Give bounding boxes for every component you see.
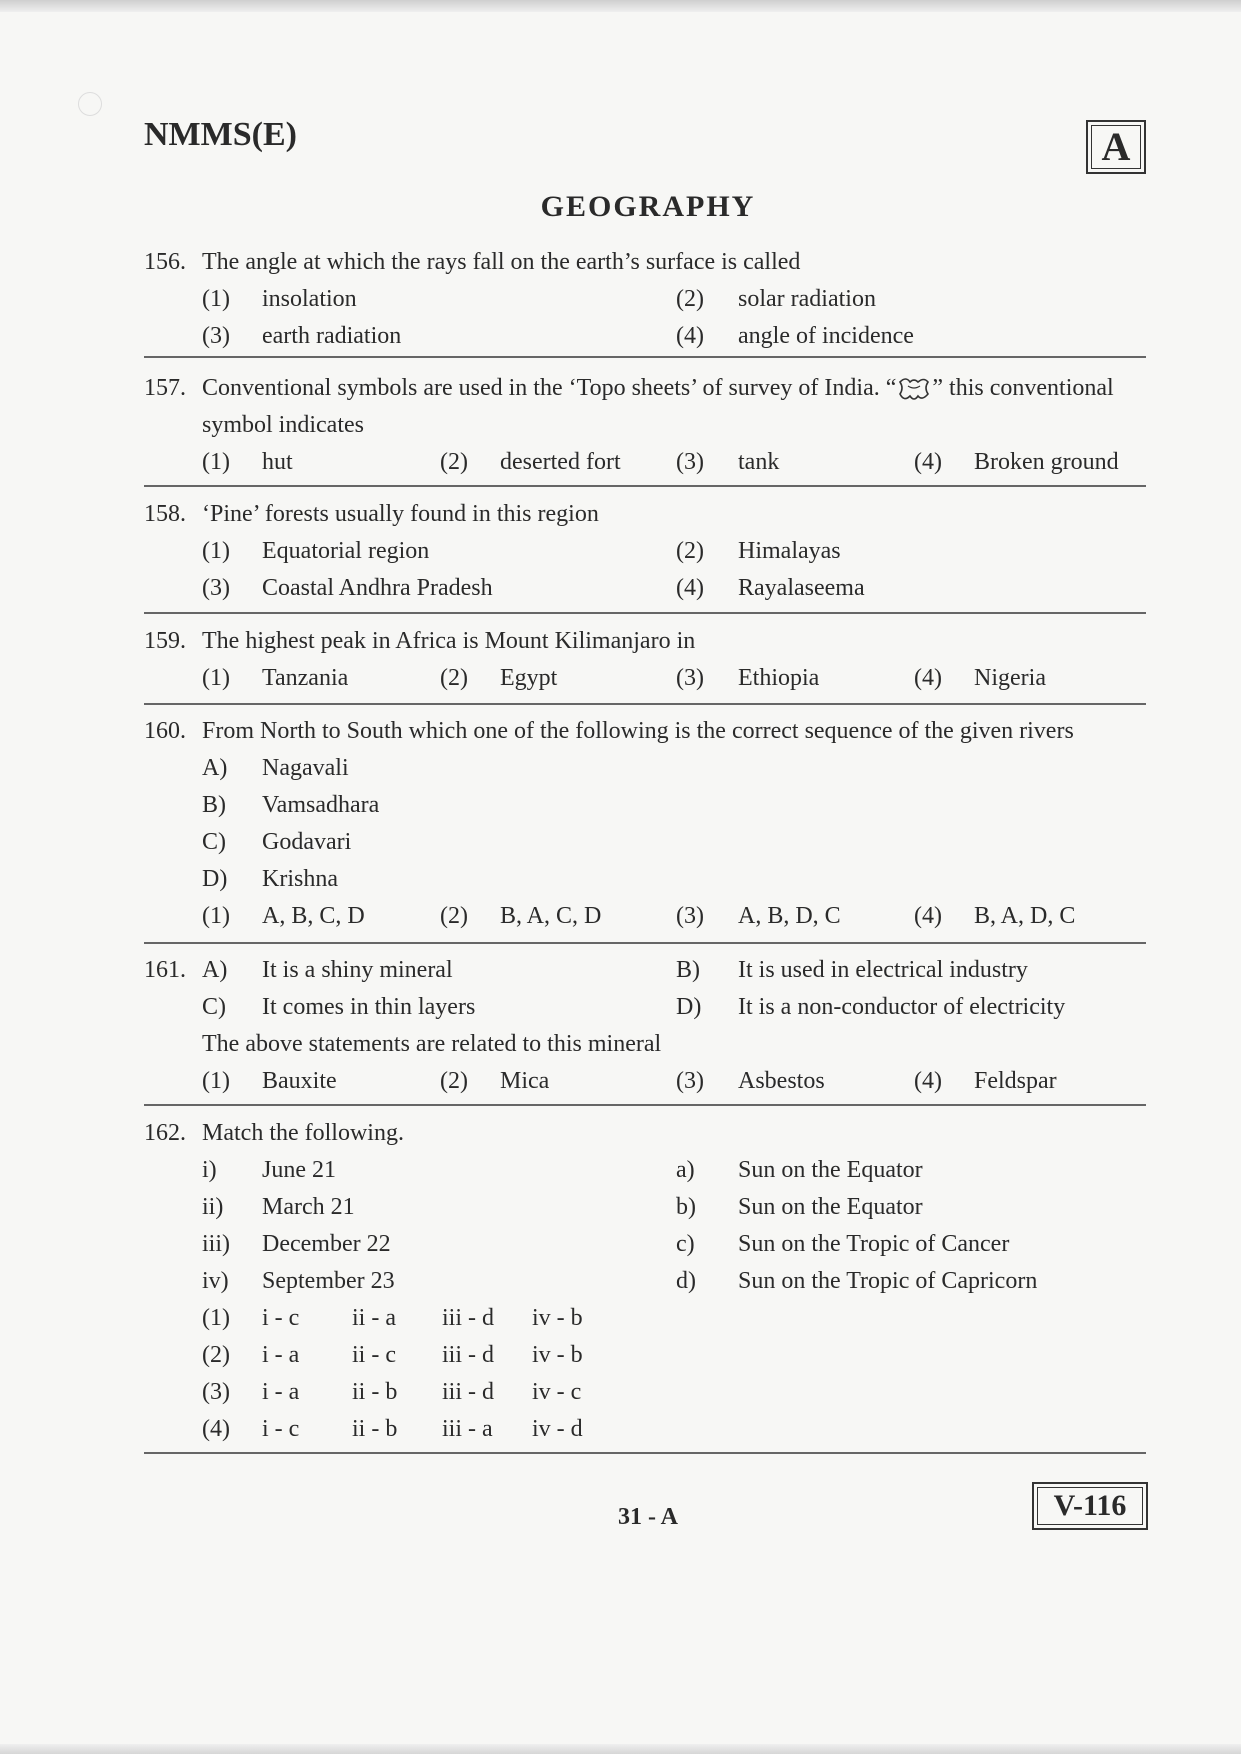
option-text: Himalayas — [738, 538, 841, 564]
question-162 — [144, 1115, 1146, 1448]
question-divider — [144, 356, 1146, 358]
broken-ground-symbol-icon — [896, 374, 932, 404]
option-text: insolation — [262, 286, 357, 312]
option-text: B, A, D, C — [974, 903, 1076, 929]
match-right-label: d) — [676, 1268, 696, 1294]
option-text: Ethiopia — [738, 665, 820, 691]
statement-text: It is used in electrical industry — [738, 957, 1028, 983]
page-code-box: V-116 — [1032, 1482, 1148, 1530]
page-number: 31 - A — [618, 1504, 678, 1530]
match-left-label: i) — [202, 1157, 217, 1183]
question-text: The angle at which the rays fall on the earth’s surface is called — [202, 249, 801, 275]
option-text: Rayalaseema — [738, 575, 865, 601]
question-text: Match the following. — [202, 1120, 404, 1146]
match-pair: ii - b — [352, 1379, 398, 1405]
option-number: (4) — [202, 1416, 230, 1442]
statement-label: B) — [676, 957, 700, 983]
option-text: A, B, C, D — [262, 903, 365, 929]
statement-label: C) — [202, 994, 226, 1020]
option-text: solar radiation — [738, 286, 876, 312]
match-right-label: c) — [676, 1231, 695, 1257]
option-text: Tanzania — [262, 665, 349, 691]
match-left-label: ii) — [202, 1194, 224, 1220]
question-160 — [144, 713, 1146, 935]
match-left-text: September 23 — [262, 1268, 395, 1294]
match-right-text: Sun on the Equator — [738, 1194, 923, 1220]
match-pair: iv - b — [532, 1342, 583, 1368]
option-text: tank — [738, 449, 780, 475]
statement-text: It comes in thin layers — [262, 994, 476, 1020]
match-pair: iii - a — [442, 1416, 493, 1442]
scan-edge-top — [0, 0, 1241, 12]
option-number: (4) — [676, 575, 704, 601]
question-157 — [144, 370, 1146, 481]
match-right-text: Sun on the Tropic of Capricorn — [738, 1268, 1038, 1294]
option-text: Equatorial region — [262, 538, 430, 564]
question-number: 156. — [144, 249, 186, 275]
option-text: Asbestos — [738, 1068, 825, 1094]
option-number: (1) — [202, 538, 230, 564]
match-left-label: iv) — [202, 1268, 229, 1294]
question-text: symbol indicates — [202, 412, 364, 438]
question-161 — [144, 952, 1146, 1100]
question-divider — [144, 485, 1146, 487]
option-number: (3) — [202, 1379, 230, 1405]
option-number: (1) — [202, 286, 230, 312]
statement-text: It is a non-conductor of electricity — [738, 994, 1066, 1020]
item-label: B) — [202, 792, 226, 818]
match-left-text: December 22 — [262, 1231, 391, 1257]
item-label: A) — [202, 755, 228, 781]
option-text: earth radiation — [262, 323, 402, 349]
item-text: Godavari — [262, 829, 352, 855]
item-text: Krishna — [262, 866, 338, 892]
match-left-text: June 21 — [262, 1157, 336, 1183]
scan-edge-bottom — [0, 1744, 1241, 1754]
match-right-label: b) — [676, 1194, 696, 1220]
question-divider — [144, 612, 1146, 614]
option-text: Bauxite — [262, 1068, 337, 1094]
question-number: 161. — [144, 957, 186, 983]
subject-title: GEOGRAPHY — [540, 190, 756, 223]
option-number: (3) — [676, 903, 704, 929]
option-number: (4) — [676, 323, 704, 349]
option-number: (3) — [202, 575, 230, 601]
statement-text: It is a shiny mineral — [262, 957, 453, 983]
match-left-text: March 21 — [262, 1194, 355, 1220]
question-text: From North to South which one of the following is the correct sequence of the given rivers — [202, 718, 1074, 744]
match-pair: i - c — [262, 1416, 300, 1442]
option-text: B, A, C, D — [500, 903, 602, 929]
item-label: C) — [202, 829, 226, 855]
option-text: Nigeria — [974, 665, 1046, 691]
question-text: ‘Pine’ forests usually found in this region — [202, 501, 599, 527]
match-pair: iv - b — [532, 1305, 583, 1331]
option-number: (2) — [676, 286, 704, 312]
match-right-text: Sun on the Tropic of Cancer — [738, 1231, 1010, 1257]
match-pair: ii - b — [352, 1416, 398, 1442]
option-number: (3) — [202, 323, 230, 349]
option-number: (4) — [914, 449, 942, 475]
set-label-box: A — [1086, 120, 1146, 174]
question-number: 162. — [144, 1120, 186, 1146]
option-text: Broken ground — [974, 449, 1119, 475]
option-number: (3) — [676, 665, 704, 691]
match-pair: i - a — [262, 1379, 300, 1405]
option-text: Mica — [500, 1068, 550, 1094]
question-number: 159. — [144, 628, 186, 654]
option-number: (1) — [202, 665, 230, 691]
question-divider — [144, 942, 1146, 944]
match-pair: ii - c — [352, 1342, 396, 1368]
question-text — [202, 370, 1114, 407]
question-number: 160. — [144, 718, 186, 744]
match-pair: i - c — [262, 1305, 300, 1331]
match-pair: iii - d — [442, 1379, 494, 1405]
question-divider — [144, 1452, 1146, 1454]
match-pair: iv - c — [532, 1379, 582, 1405]
option-text: A, B, D, C — [738, 903, 841, 929]
question-divider — [144, 1104, 1146, 1106]
question-text: The highest peak in Africa is Mount Kilimanjaro in — [202, 628, 696, 654]
option-number: (2) — [440, 903, 468, 929]
question-number: 158. — [144, 501, 186, 527]
item-label: D) — [202, 866, 228, 892]
option-text: hut — [262, 449, 293, 475]
option-number: (2) — [676, 538, 704, 564]
exam-code: NMMS(E) — [144, 116, 297, 153]
match-pair: iv - d — [532, 1416, 583, 1442]
question-text-part: Conventional symbols are used in the ‘Topo sheets’ of survey of India. “ — [202, 375, 897, 401]
match-pair: i - a — [262, 1342, 300, 1368]
option-number: (1) — [202, 1068, 230, 1094]
option-number: (1) — [202, 1305, 230, 1331]
item-text: Vamsadhara — [262, 792, 380, 818]
item-text: Nagavali — [262, 755, 349, 781]
option-number: (4) — [914, 903, 942, 929]
option-number: (3) — [676, 1068, 704, 1094]
punch-hole-mark — [78, 92, 102, 116]
option-number: (1) — [202, 903, 230, 929]
match-right-label: a) — [676, 1157, 695, 1183]
option-number: (4) — [914, 665, 942, 691]
statement-label: A) — [202, 957, 228, 983]
question-number: 157. — [144, 375, 186, 401]
option-number: (2) — [440, 1068, 468, 1094]
match-pair: ii - a — [352, 1305, 396, 1331]
option-number: (4) — [914, 1068, 942, 1094]
question-158 — [144, 496, 1146, 607]
option-text: angle of incidence — [738, 323, 914, 349]
option-text: deserted fort — [500, 449, 621, 475]
question-159 — [144, 623, 1146, 697]
question-156 — [144, 244, 1146, 355]
question-text-part: ” this conventional — [932, 375, 1114, 401]
option-number: (2) — [440, 665, 468, 691]
match-left-label: iii) — [202, 1231, 230, 1257]
question-divider — [144, 703, 1146, 705]
statement-label: D) — [676, 994, 702, 1020]
option-text: Coastal Andhra Pradesh — [262, 575, 493, 601]
option-number: (3) — [676, 449, 704, 475]
match-right-text: Sun on the Equator — [738, 1157, 923, 1183]
option-number: (1) — [202, 449, 230, 475]
option-number: (2) — [202, 1342, 230, 1368]
option-text: Feldspar — [974, 1068, 1057, 1094]
option-number: (2) — [440, 449, 468, 475]
match-pair: iii - d — [442, 1342, 494, 1368]
question-text: The above statements are related to this mineral — [202, 1031, 662, 1057]
match-pair: iii - d — [442, 1305, 494, 1331]
option-text: Egypt — [500, 665, 558, 691]
